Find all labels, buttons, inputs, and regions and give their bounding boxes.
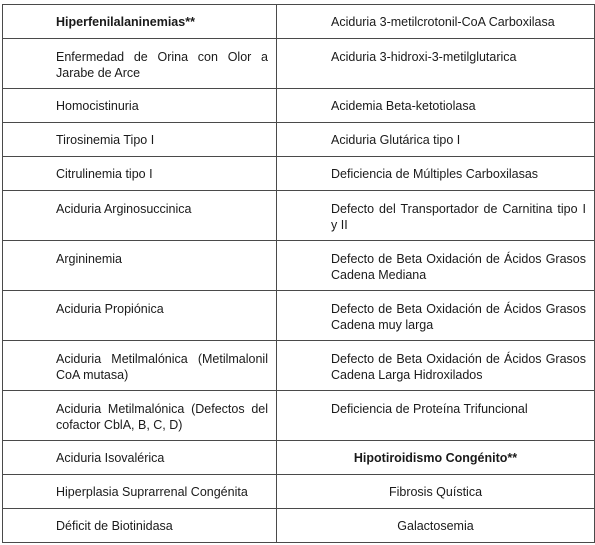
table-cell-left: Homocistinuria [3,89,277,123]
table-cell-left: Enfermedad de Orina con Olor a Jarabe de Arce [3,39,277,89]
table-row [3,475,595,509]
table-cell-left: Déficit de Biotinidasa [3,509,277,543]
table-cell-left: Hiperfenilalaninemias** [3,5,277,39]
table-row [3,509,595,543]
table-cell-right: Galactosemia [277,509,595,543]
table-cell-left: Argininemia [3,241,277,291]
table-cell-right: Defecto de Beta Oxidación de Ácidos Grasos Cadena muy larga [277,291,595,341]
table-cell-left: Aciduria Metilmalónica (Defectos del cofactor CblA, B, C, D) [3,391,277,441]
table-cell-left: Aciduria Isovalérica [3,441,277,475]
table-cell-right: Hipotiroidismo Congénito** [277,441,595,475]
table-cell-right: Aciduria Glutárica tipo I [277,123,595,157]
table-row [3,5,595,39]
table-row [3,123,595,157]
table-row [3,391,595,441]
screening-disorders-table [2,4,595,543]
table-cell-left: Aciduria Metilmalónica (Metilmalonil CoA mutasa) [3,341,277,391]
table-row [3,39,595,89]
table-row [3,341,595,391]
table-cell-left: Tirosinemia Tipo I [3,123,277,157]
table-cell-right: Defecto de Beta Oxidación de Ácidos Grasos Cadena Larga Hidroxilados [277,341,595,391]
screening-table-container [2,4,595,543]
table-cell-right: Acidemia Beta-ketotiolasa [277,89,595,123]
table-cell-right: Deficiencia de Múltiples Carboxilasas [277,157,595,191]
table-cell-right: Defecto del Transportador de Carnitina tipo I y II [277,191,595,241]
table-cell-left: Hiperplasia Suprarrenal Congénita [3,475,277,509]
table-row [3,291,595,341]
table-cell-left: Aciduria Arginosuccinica [3,191,277,241]
table-cell-right: Deficiencia de Proteína Trifuncional [277,391,595,441]
table-row [3,241,595,291]
table-cell-left: Citrulinemia tipo I [3,157,277,191]
table-row [3,157,595,191]
table-row [3,441,595,475]
table-cell-left: Aciduria Propiónica [3,291,277,341]
table-cell-right: Fibrosis Quística [277,475,595,509]
table-cell-right: Aciduria 3-hidroxi-3-metilglutarica [277,39,595,89]
table-row [3,89,595,123]
table-cell-right: Defecto de Beta Oxidación de Ácidos Grasos Cadena Mediana [277,241,595,291]
table-cell-right: Aciduria 3-metilcrotonil-CoA Carboxilasa [277,5,595,39]
table-row [3,191,595,241]
